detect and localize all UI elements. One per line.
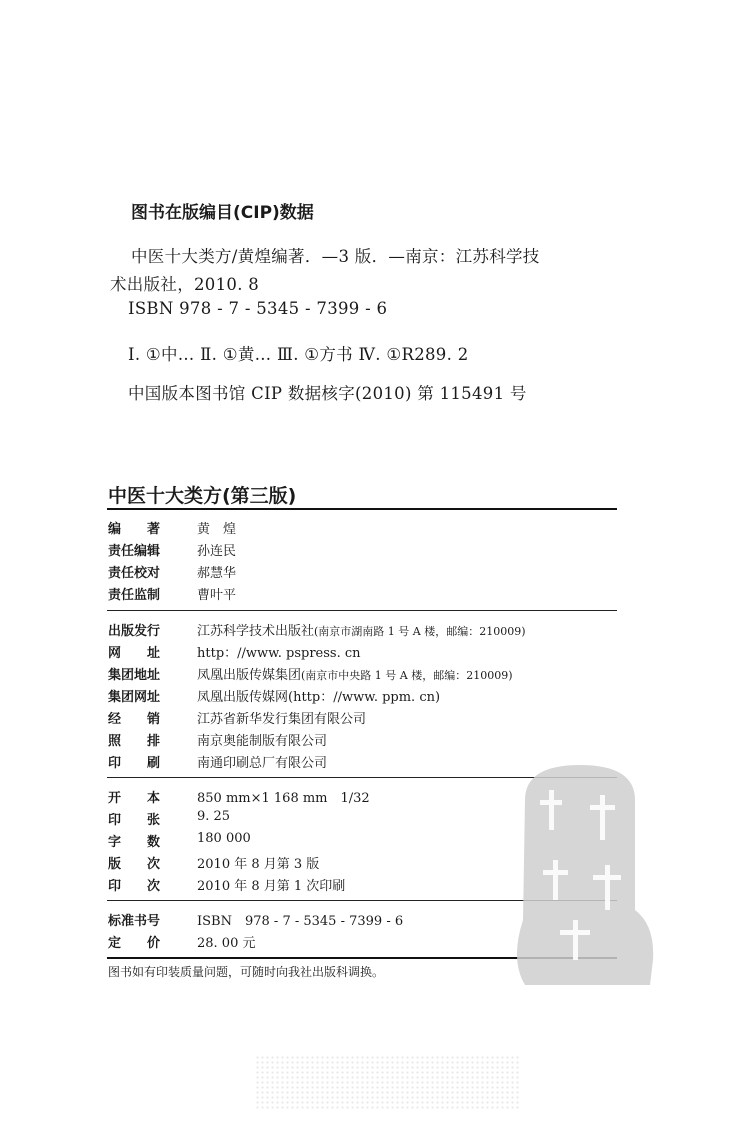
cip-line-1: 中医十大类方/黄煌编著．—3 版．—南京：江苏科学技	[131, 247, 540, 266]
spec-label: 印 张	[108, 813, 161, 828]
credit-label: 责任编辑	[108, 544, 161, 559]
publishing-label: 集团地址	[108, 668, 161, 683]
credit-value: 黄 煌	[197, 522, 237, 537]
publishing-label: 经 销	[108, 712, 161, 727]
pricing-label: 标准书号	[108, 914, 161, 929]
spec-value: 850 mm×1 168 mm 1/32	[197, 791, 370, 806]
credit-label: 责任校对	[108, 566, 161, 581]
credit-label: 编 著	[108, 522, 161, 537]
spec-label: 开 本	[108, 791, 161, 806]
publishing-value: http：//www. pspress. cn	[197, 646, 361, 661]
credit-label: 责任监制	[108, 588, 161, 603]
footnote: 图书如有印装质量问题，可随时向我社出版科调换。	[108, 965, 385, 979]
cip-line-2: 术出版社，2010. 8	[110, 275, 260, 294]
publishing-label: 出版发行	[108, 624, 161, 639]
credit-value: 郝慧华	[197, 566, 237, 581]
publishing-value: 南通印刷总厂有限公司	[197, 756, 328, 771]
spec-value: 2010 年 8 月第 1 次印刷	[197, 879, 346, 894]
scan-noise	[255, 1055, 520, 1110]
title-divider	[107, 508, 617, 510]
cip-title: 图书在版编目(CIP)数据	[131, 203, 314, 223]
publishing-value: 凤凰出版传媒网(http：//www. ppm. cn)	[197, 690, 441, 705]
publishing-value: 凤凰出版传媒集团(南京市中央路 1 号 A 楼，邮编：210009)	[197, 668, 513, 683]
spec-label: 印 次	[108, 879, 161, 894]
spec-value: 180 000	[197, 831, 251, 846]
publishing-label: 印 刷	[108, 756, 161, 771]
credits-divider	[107, 610, 617, 611]
credit-value: 孙连民	[197, 544, 237, 559]
publishing-value: 南京奥能制版有限公司	[197, 734, 328, 749]
pricing-label: 定 价	[108, 936, 161, 951]
cip-verification: 中国版本图书馆 CIP 数据核字(2010) 第 115491 号	[128, 384, 527, 403]
cip-isbn: ISBN 978 - 7 - 5345 - 7399 - 6	[128, 299, 388, 318]
book-title: 中医十大类方(第三版)	[108, 485, 297, 507]
spec-value: 9. 25	[197, 809, 231, 824]
seal-watermark-icon	[505, 760, 655, 990]
publishing-label: 集团网址	[108, 690, 161, 705]
spec-label: 字 数	[108, 835, 161, 850]
publishing-label: 照 排	[108, 734, 161, 749]
pricing-value: ISBN 978 - 7 - 5345 - 7399 - 6	[197, 914, 404, 929]
publishing-value: 江苏科学技术出版社(南京市湖南路 1 号 A 楼，邮编：210009)	[197, 624, 526, 639]
spec-value: 2010 年 8 月第 3 版	[197, 857, 320, 872]
spec-label: 版 次	[108, 857, 161, 872]
publishing-value: 江苏省新华发行集团有限公司	[197, 712, 367, 727]
cip-classification: Ⅰ. ①中… Ⅱ. ①黄… Ⅲ. ①方书 Ⅳ. ①R289. 2	[128, 345, 469, 364]
credit-value: 曹叶平	[197, 588, 237, 603]
pricing-value: 28. 00 元	[197, 936, 256, 951]
publishing-label: 网 址	[108, 646, 161, 661]
